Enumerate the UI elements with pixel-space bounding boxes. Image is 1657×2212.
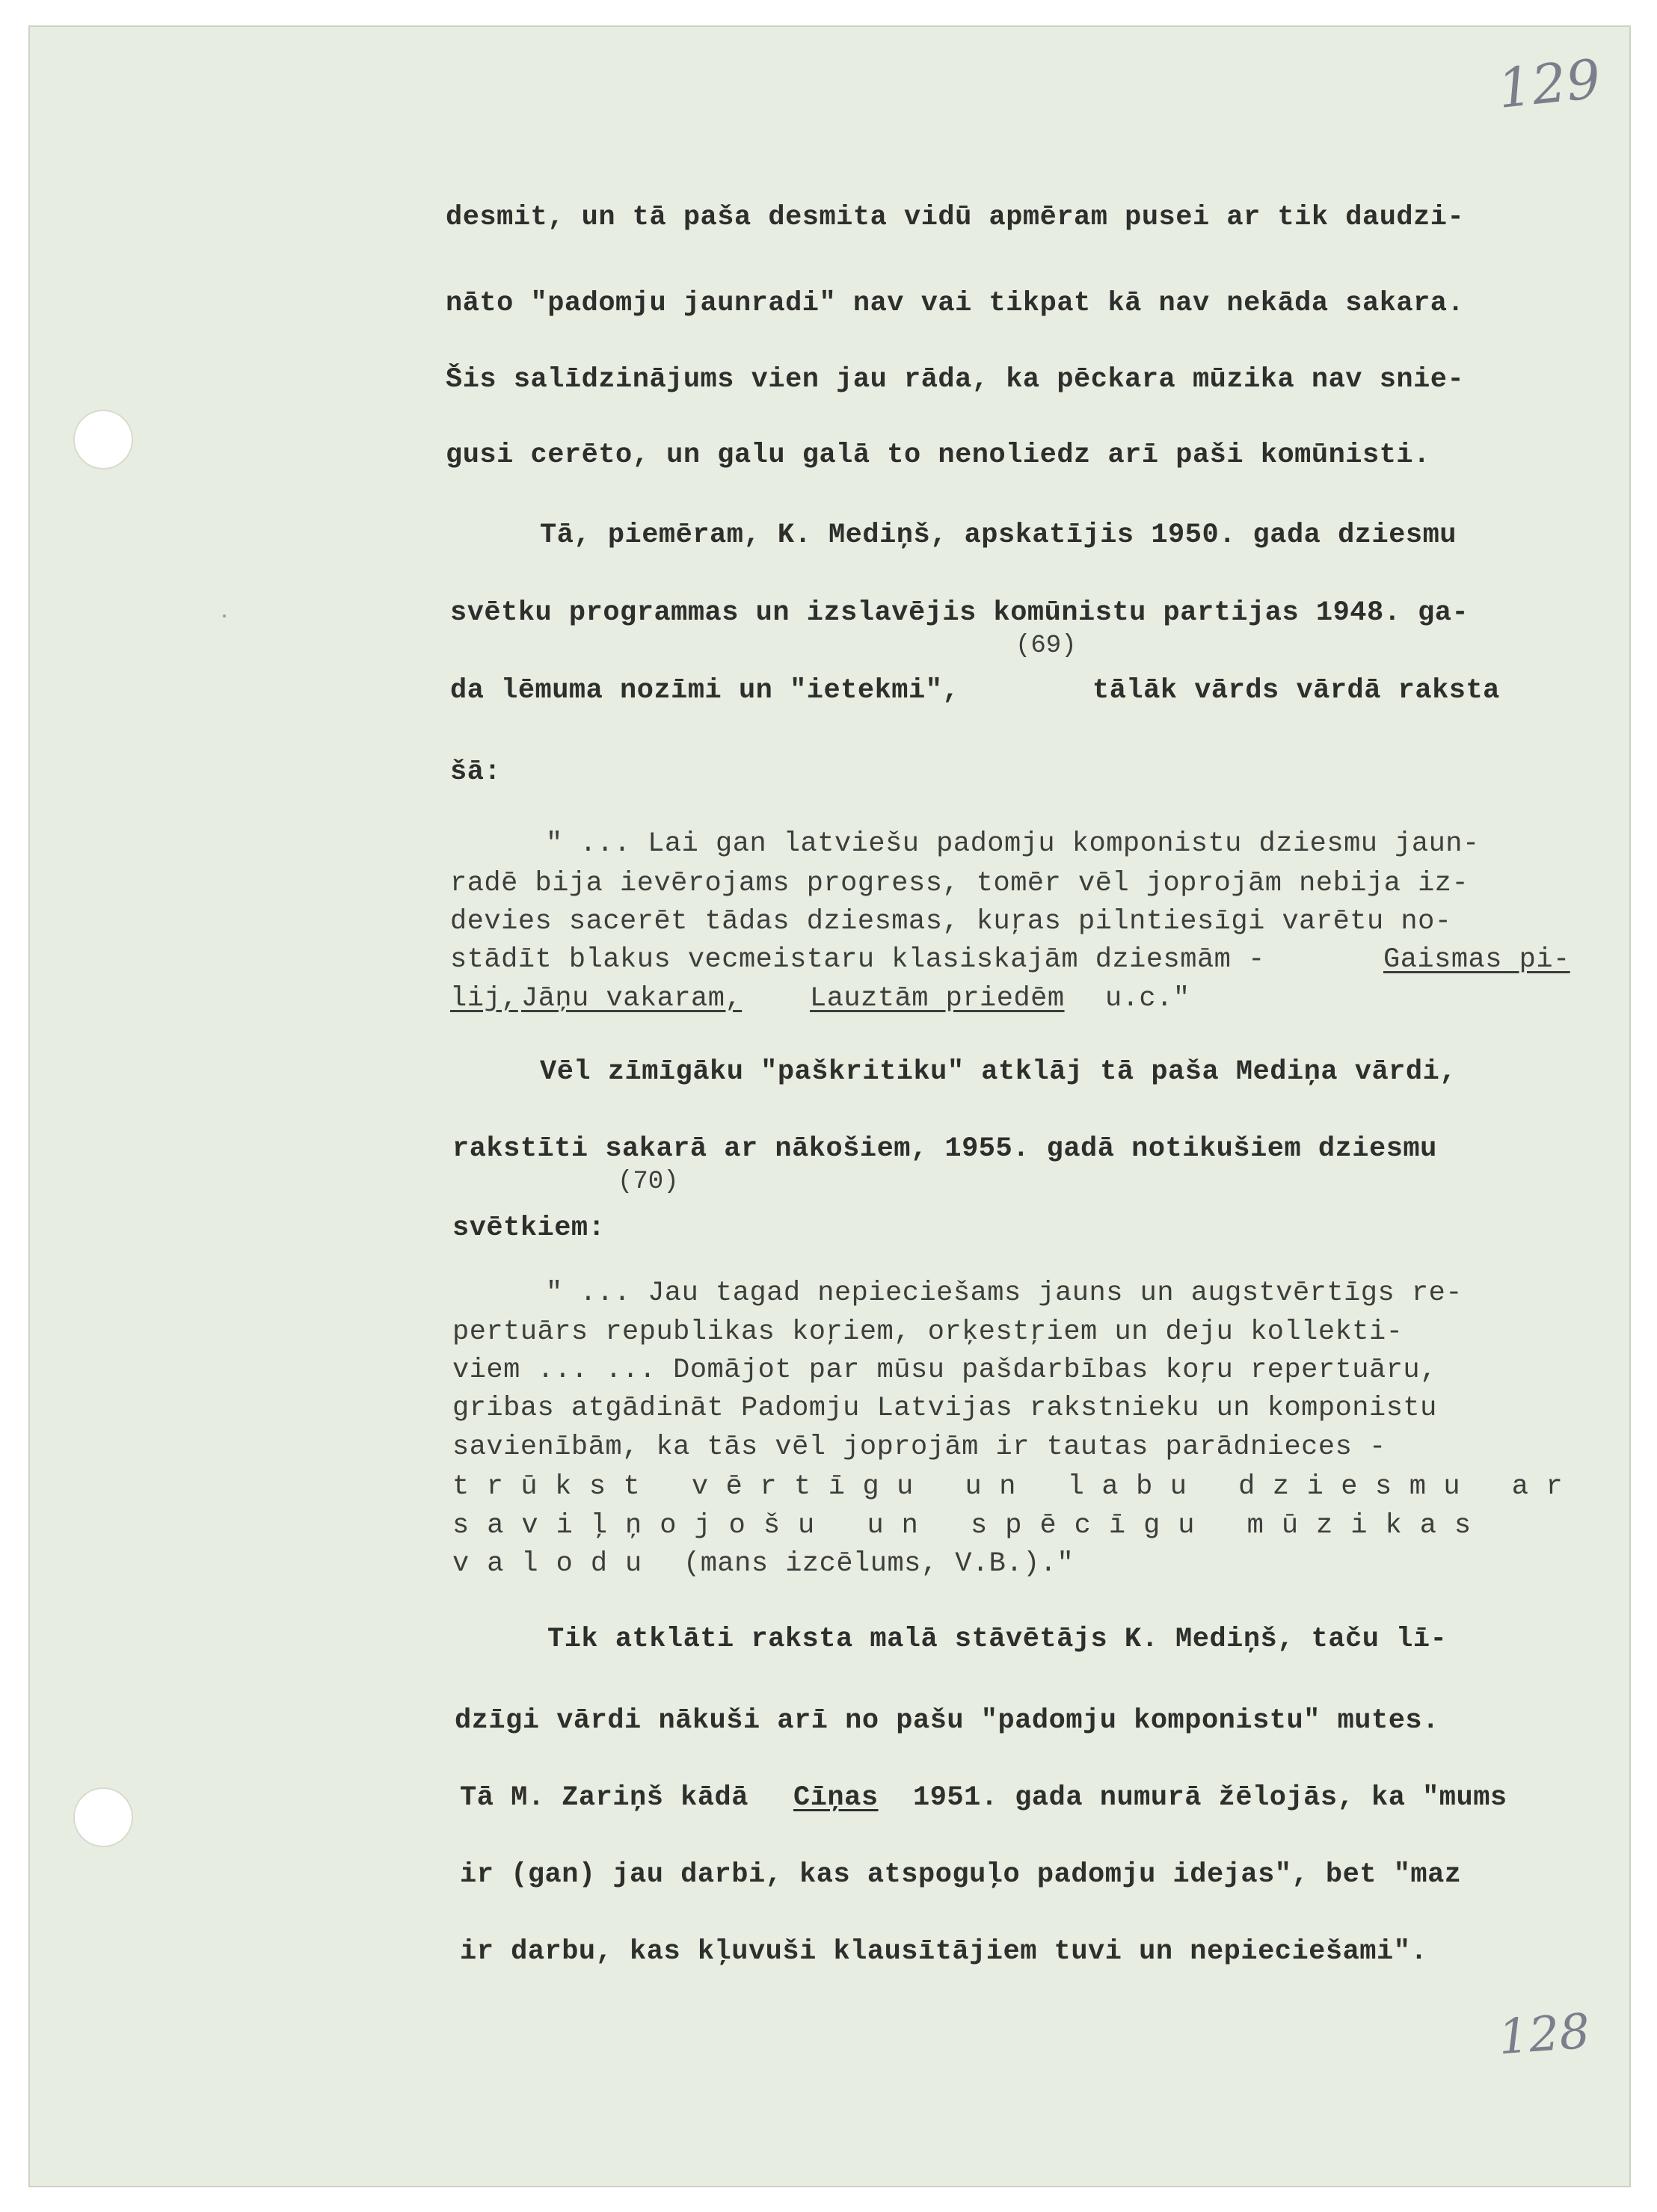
text-line: Tik atklāti raksta malā stāvētājs K. Mediņš, taču lī- [547,1624,1448,1655]
text-line: 1951. gada numurā žēlojās, ka "mums [913,1782,1507,1814]
footnote-marker: (69) [1015,632,1077,660]
text-line: dzīgi vārdi nākuši arī no pašu "padomju komponistu" mutes. [455,1705,1439,1737]
quote-line: viem ... ... Domājot par mūsu pašdarbības koŗu repertuāru, [452,1355,1437,1386]
paper-speck [223,614,226,617]
text-line: svētku programmas un izslavējis komūnistu partijas 1948. ga- [450,597,1469,629]
punch-hole-bottom [73,1787,133,1847]
text-line: Vēl zīmīgāku "paškritiku" atklāj tā paša Mediņa vārdi, [540,1056,1457,1088]
emphasized-quote-line: saviļņojošu un spēcīgu mūzikas [452,1510,1490,1541]
work-title: lij, [450,983,518,1014]
folio-number-bottom: 128 [1496,2003,1592,2066]
quote-line: radē bija ievērojams progress, tomēr vēl joprojām nebija iz- [450,868,1469,899]
quote-line: pertuārs republikas koŗiem, orķestŗiem un deju kollekti- [452,1316,1404,1348]
text-line: Tā M. Zariņš kādā [460,1782,748,1814]
emphasized-quote-line: valodu [452,1548,660,1580]
text-line: ir darbu, kas kļuvuši klausītājiem tuvi un nepieciešami". [460,1936,1428,1968]
text-line: ir (gan) jau darbi, kas atspoguļo padomju idejas", bet "maz [460,1859,1462,1891]
quote-line: " ... Lai gan latviešu padomju komponistu dziesmu jaun- [546,828,1480,860]
folio-number-top: 129 [1494,47,1604,120]
quote-line: stādīt blakus vecmeistaru klasiskajām dziesmām - [450,944,1265,976]
punch-hole-top [73,410,133,469]
text-line: svētkiem: [452,1213,606,1244]
text-line: Tā, piemēram, K. Mediņš, apskatījis 1950. gada dziesmu [540,520,1457,551]
quote-line: u.c." [1105,983,1190,1014]
text-line: gusi cerēto, un galu galā to nenoliedz arī paši komūnisti. [446,440,1430,471]
work-title: Gaismas pi- [1383,944,1570,976]
emphasized-quote-line: trūkst vērtīgu un labu dziesmu ar [452,1471,1581,1503]
quote-line: " ... Jau tagad nepieciešams jauns un augstvērtīgs re- [546,1278,1463,1309]
footnote-marker: (70) [618,1168,679,1196]
quote-line: savienībām, ka tās vēl joprojām ir tautas parādnieces - [452,1432,1386,1463]
publication-title: Cīņas [793,1782,879,1814]
work-title: Jāņu vakaram, [521,983,743,1014]
quote-line: (mans izcēlums, V.B.)." [683,1548,1075,1580]
quote-line: devies sacerēt tādas dziesmas, kuŗas pilntiesīgi varētu no- [450,906,1452,937]
text-line: Šis salīdzinājums vien jau rāda, ka pēckara mūzika nav snie- [446,364,1465,395]
text-line: da lēmuma nozīmi un "ietekmi", [450,675,960,706]
text-line: desmit, un tā paša desmita vidū apmēram pusei ar tik daudzi- [446,202,1465,233]
quote-line: gribas atgādināt Padomju Latvijas rakstnieku un komponistu [452,1393,1437,1424]
text-line: tālāk vārds vārdā raksta [1092,675,1500,706]
text-line: nāto "padomju jaunradi" nav vai tikpat kā nav nekāda sakara. [446,288,1465,319]
text-line: rakstīti sakarā ar nākošiem, 1955. gadā notikušiem dziesmu [452,1133,1437,1165]
text-line: šā: [450,757,502,788]
work-title: Lauztām priedēm [810,983,1065,1014]
